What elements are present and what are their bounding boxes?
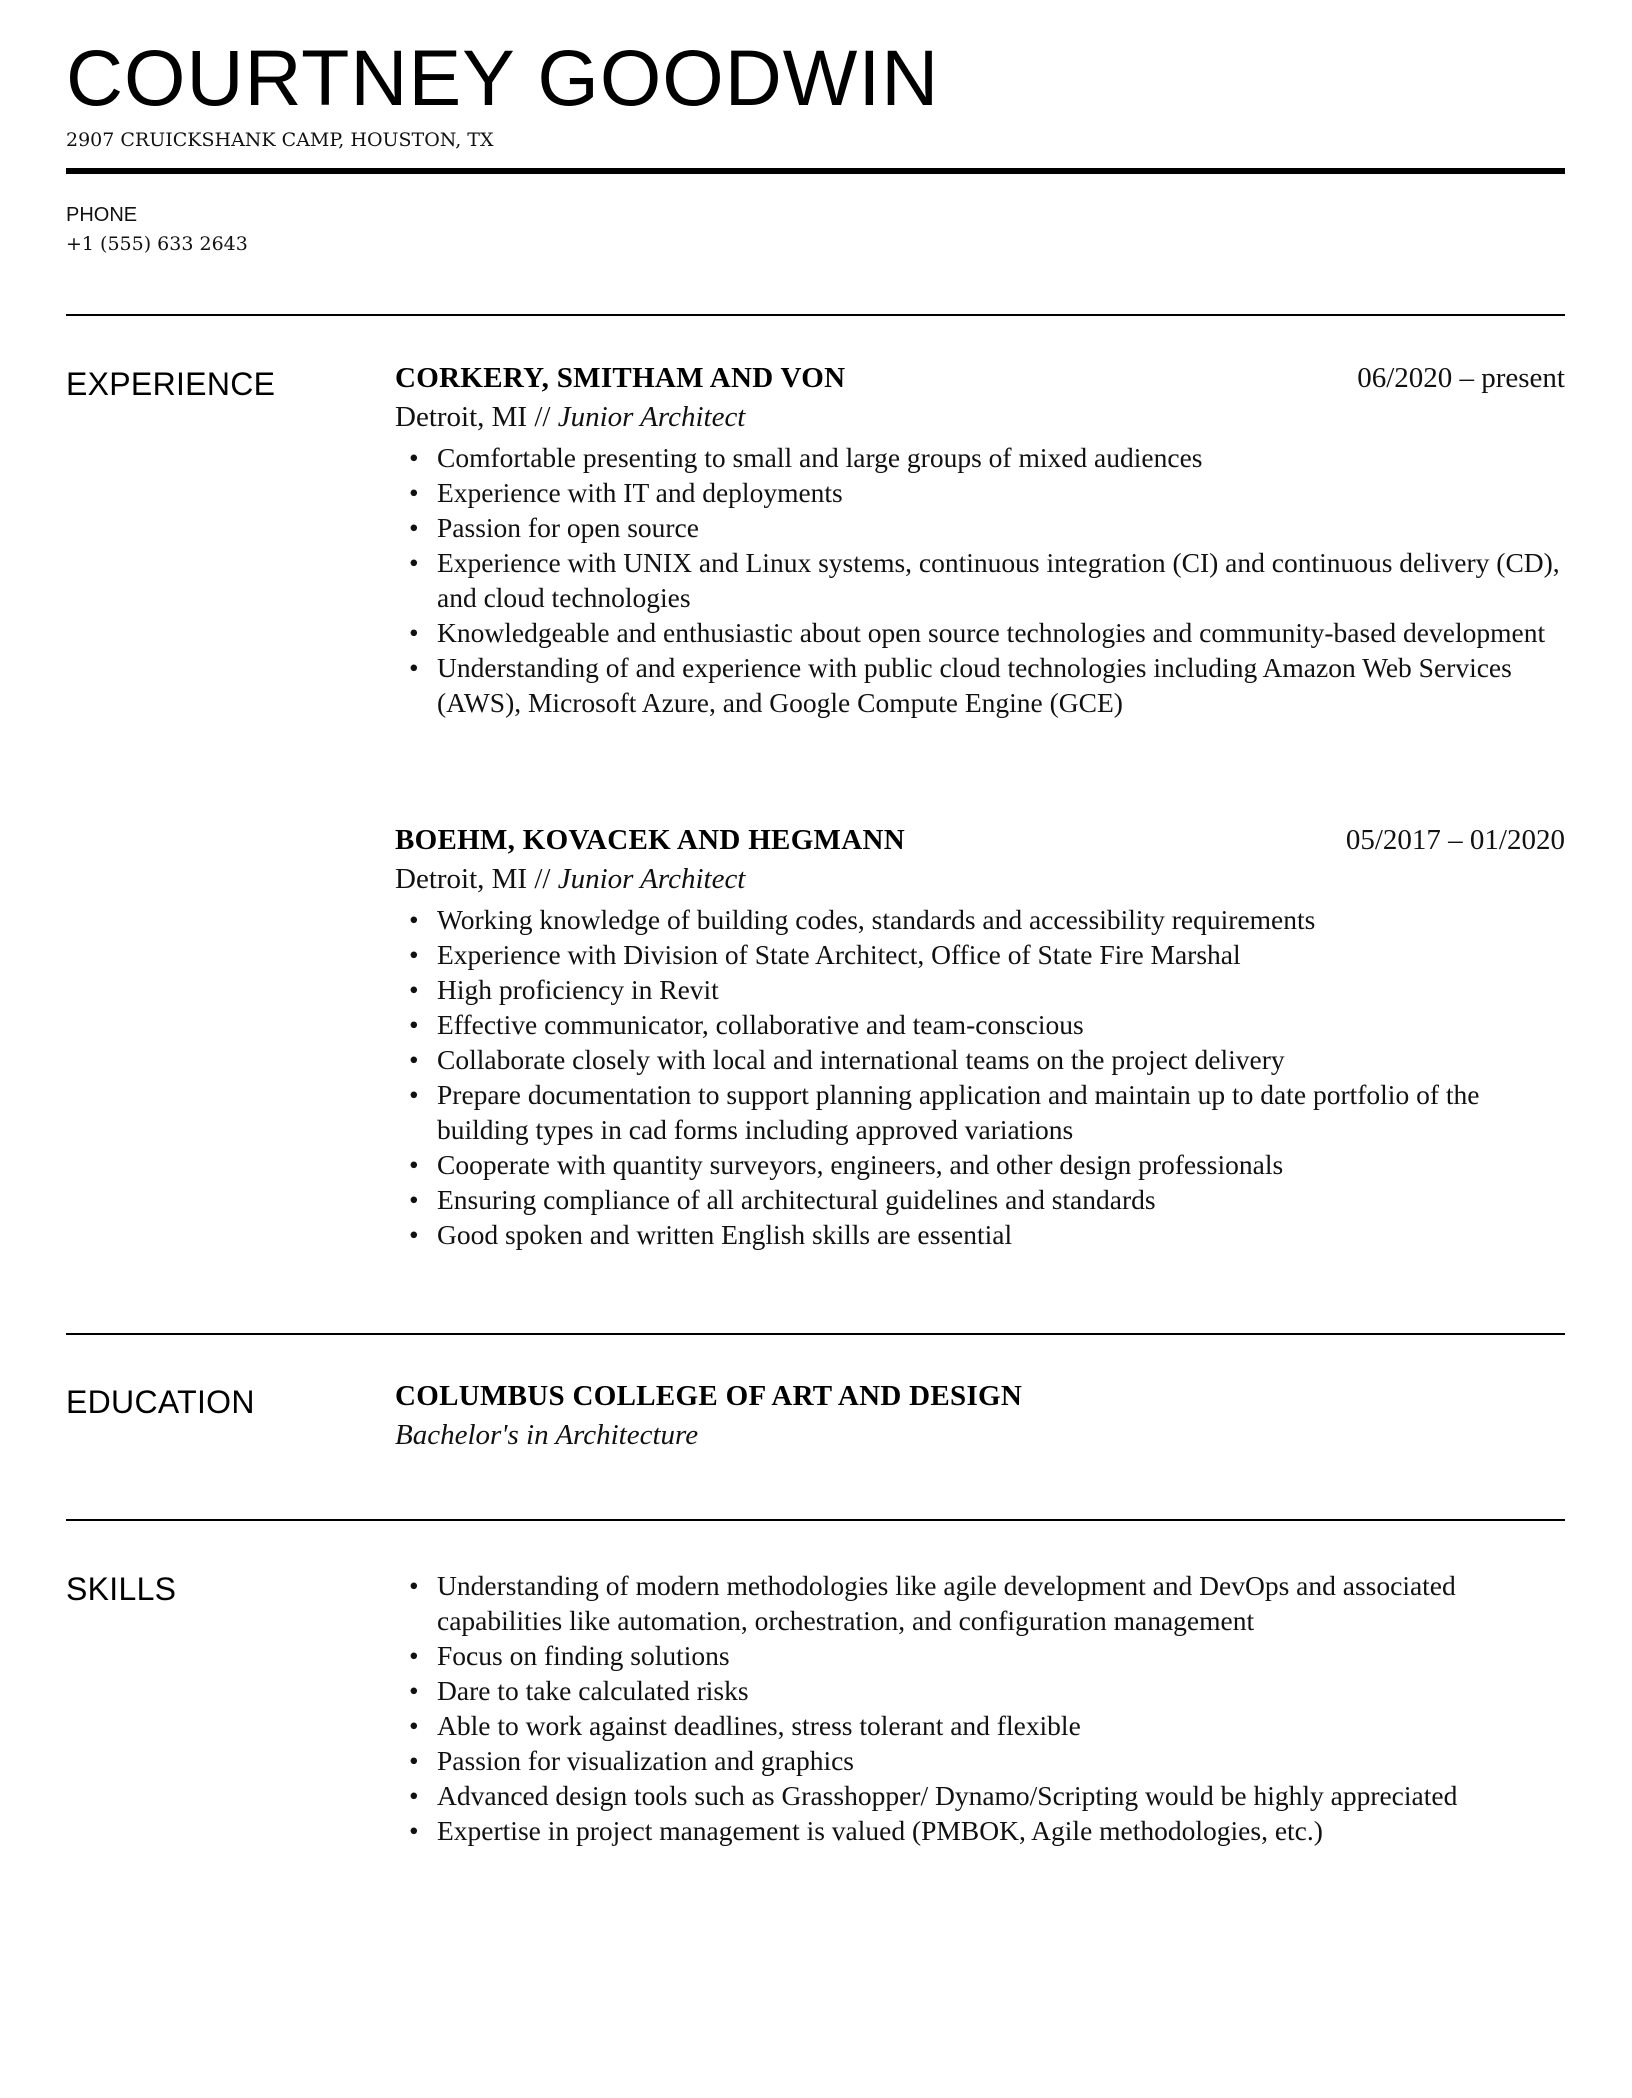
list-item: • Comfortable presenting to small and large groups of mixed audiences — [437, 440, 1565, 475]
list-item: • Experience with IT and deployments — [437, 475, 1565, 510]
education-entry — [395, 1380, 1565, 1452]
job-company: BOEHM, KOVACEK AND HEGMANN — [395, 824, 905, 856]
list-item: • Good spoken and written English skills are essential — [437, 1217, 1565, 1252]
job-location: Detroit, MI — [395, 863, 528, 895]
list-item: • High proficiency in Revit — [437, 972, 1565, 1007]
job-dates: 05/2017 – 01/2020 — [1345, 824, 1565, 856]
school-name: COLUMBUS COLLEGE OF ART AND DESIGN — [395, 1380, 1023, 1412]
job-company: CORKERY, SMITHAM AND VON — [395, 362, 846, 394]
contact-phone — [66, 204, 248, 255]
experience-heading: EXPERIENCE — [66, 366, 276, 402]
job-bullet-list — [395, 440, 1565, 720]
list-item: • Focus on finding solutions — [437, 1638, 1565, 1673]
phone-label: PHONE — [66, 204, 138, 226]
candidate-address: 2907 CRUICKSHANK CAMP, HOUSTON, TX — [66, 129, 494, 151]
list-item: • Advanced design tools such as Grasshopper/ Dynamo/Scripting would be highly appreciated — [437, 1778, 1565, 1813]
list-item: • Knowledgeable and enthusiastic about open source technologies and community-based development — [437, 615, 1565, 650]
list-item: • Prepare documentation to support planning application and maintain up to date portfolio of the building types in cad forms including approved variations — [437, 1077, 1565, 1147]
list-item: • Working knowledge of building codes, standards and accessibility requirements — [437, 902, 1565, 937]
list-item: • Cooperate with quantity surveyors, engineers, and other design professionals — [437, 1147, 1565, 1182]
education-heading: EDUCATION — [66, 1384, 255, 1420]
list-item: • Passion for open source — [437, 510, 1565, 545]
job-location-role — [395, 401, 1565, 434]
list-item: • Understanding of and experience with public cloud technologies including Amazon Web Services (AWS), Microsoft Azure, and Google Compute Engine (GCE) — [437, 650, 1565, 720]
job-role: Junior Architect — [557, 401, 746, 433]
list-item: • Passion for visualization and graphics — [437, 1743, 1565, 1778]
list-item: • Understanding of modern methodologies like agile development and DevOps and associated capabilities like automation, orchestration, and configuration management — [437, 1568, 1565, 1638]
job-location-role — [395, 863, 1565, 896]
job-separator: // — [527, 863, 558, 895]
resume-page — [66, 0, 1565, 1846]
list-item: • Experience with Division of State Architect, Office of State Fire Marshal — [437, 937, 1565, 972]
job-entry — [395, 362, 1565, 720]
job-location: Detroit, MI — [395, 401, 528, 433]
degree: Bachelor's in Architecture — [395, 1419, 699, 1451]
list-item: • Able to work against deadlines, stress tolerant and flexible — [437, 1708, 1565, 1743]
skills-entry — [395, 1568, 1565, 1848]
job-role: Junior Architect — [557, 863, 746, 895]
list-item: • Experience with UNIX and Linux systems, continuous integration (CI) and continuous delivery (CD), and cloud technologies — [437, 545, 1565, 615]
section-divider — [66, 1333, 1565, 1335]
list-item: • Ensuring compliance of all architectural guidelines and standards — [437, 1182, 1565, 1217]
header-divider — [66, 168, 1565, 174]
job-bullet-list — [395, 902, 1565, 1252]
list-item: • Expertise in project management is valued (PMBOK, Agile methodologies, etc.) — [437, 1813, 1565, 1848]
list-item: • Effective communicator, collaborative and team-conscious — [437, 1007, 1565, 1042]
list-item: • Dare to take calculated risks — [437, 1673, 1565, 1708]
phone-value: +1 (555) 633 2643 — [66, 233, 248, 255]
section-divider — [66, 1519, 1565, 1521]
job-separator: // — [527, 401, 558, 433]
section-divider — [66, 314, 1565, 316]
skills-list — [395, 1568, 1565, 1848]
candidate-name: COURTNEY GOODWIN — [66, 33, 940, 122]
job-dates: 06/2020 – present — [1357, 362, 1565, 394]
job-entry — [395, 824, 1565, 1252]
list-item: • Collaborate closely with local and international teams on the project delivery — [437, 1042, 1565, 1077]
skills-heading: SKILLS — [66, 1571, 177, 1607]
